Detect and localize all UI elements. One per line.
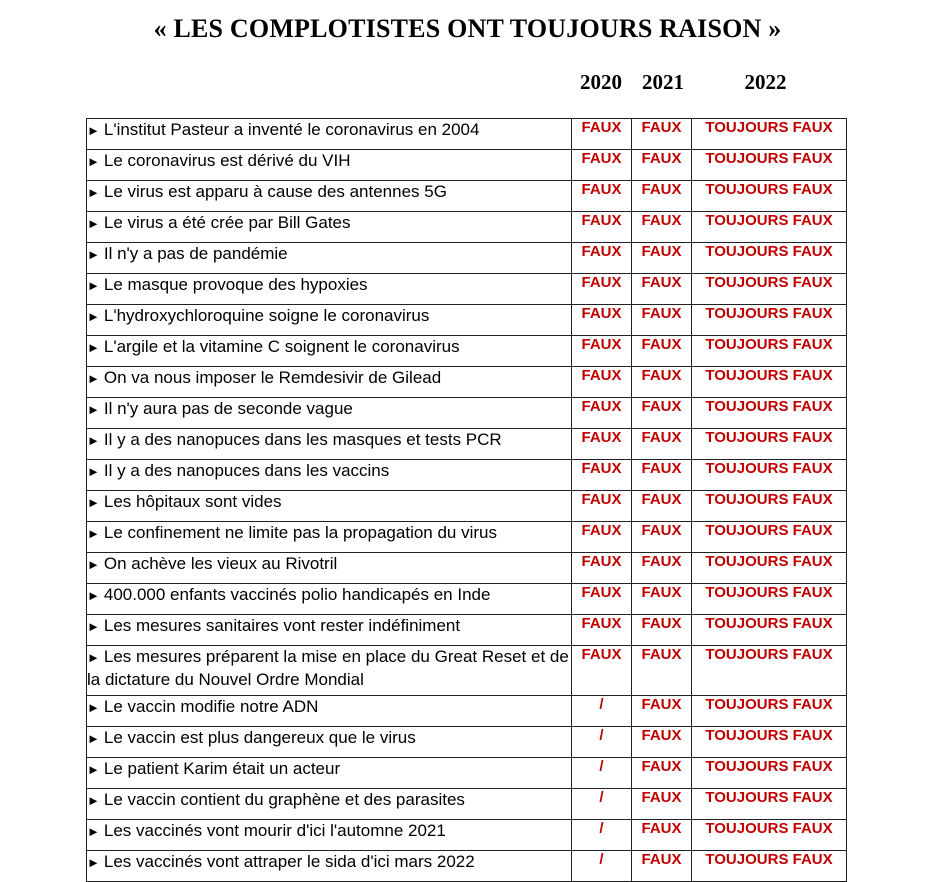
table-row (87, 615, 847, 646)
verdict-2021: FAUX (632, 181, 692, 212)
bullet-arrow-icon: ► (87, 247, 100, 262)
verdict-2021: FAUX (632, 553, 692, 584)
bullet-arrow-icon: ► (87, 185, 100, 200)
claim-text: L'hydroxychloroquine soigne le coronavirus (103, 306, 430, 325)
verdict-2022: TOUJOURS FAUX (692, 119, 847, 150)
claim-cell (87, 398, 572, 429)
verdict-2022: TOUJOURS FAUX (692, 851, 847, 882)
claims-table (86, 118, 847, 882)
claim-text: Le vaccin modifie notre ADN (103, 697, 319, 716)
claim-text: Le coronavirus est dérivé du VIH (103, 151, 351, 170)
verdict-2022: TOUJOURS FAUX (692, 367, 847, 398)
verdict-2022: TOUJOURS FAUX (692, 789, 847, 820)
bullet-arrow-icon: ► (87, 731, 100, 746)
verdict-2022: TOUJOURS FAUX (692, 615, 847, 646)
verdict-2022: TOUJOURS FAUX (692, 584, 847, 615)
verdict-2022: TOUJOURS FAUX (692, 398, 847, 429)
verdict-2021: FAUX (632, 367, 692, 398)
verdict-2020: FAUX (572, 181, 632, 212)
verdict-2020: / (572, 758, 632, 789)
bullet-arrow-icon: ► (87, 433, 100, 448)
claim-cell (87, 150, 572, 181)
bullet-arrow-icon: ► (87, 762, 100, 777)
claim-cell (87, 820, 572, 851)
claim-text: Les mesures sanitaires vont rester indéfiniment (103, 616, 461, 635)
claim-text: L'institut Pasteur a inventé le coronavirus en 2004 (103, 120, 480, 139)
claim-text: On va nous imposer le Remdesivir de Gilead (103, 368, 442, 387)
claim-cell (87, 460, 572, 491)
verdict-2020: FAUX (572, 553, 632, 584)
bullet-arrow-icon: ► (87, 650, 100, 665)
table-row (87, 336, 847, 367)
verdict-2022: TOUJOURS FAUX (692, 336, 847, 367)
verdict-2020: FAUX (572, 336, 632, 367)
verdict-2021: FAUX (632, 758, 692, 789)
table-row (87, 150, 847, 181)
claim-cell (87, 696, 572, 727)
claim-text: Le masque provoque des hypoxies (103, 275, 368, 294)
claim-cell (87, 429, 572, 460)
bullet-arrow-icon: ► (87, 700, 100, 715)
bullet-arrow-icon: ► (87, 793, 100, 808)
verdict-2021: FAUX (632, 398, 692, 429)
verdict-2022: TOUJOURS FAUX (692, 646, 847, 696)
claim-cell (87, 274, 572, 305)
verdict-2021: FAUX (632, 243, 692, 274)
claim-text: Les vaccinés vont attraper le sida d'ici mars 2022 (103, 852, 475, 871)
claim-text: On achève les vieux au Rivotril (103, 554, 338, 573)
claim-text: Il y a des nanopuces dans les masques et tests PCR (103, 430, 502, 449)
table-row (87, 243, 847, 274)
claim-cell (87, 181, 572, 212)
verdict-2022: TOUJOURS FAUX (692, 727, 847, 758)
verdict-2020: FAUX (572, 491, 632, 522)
verdict-2021: FAUX (632, 429, 692, 460)
table-row (87, 696, 847, 727)
verdict-2021: FAUX (632, 336, 692, 367)
table-row (87, 119, 847, 150)
claim-cell (87, 367, 572, 398)
bullet-arrow-icon: ► (87, 371, 100, 386)
bullet-arrow-icon: ► (87, 855, 100, 870)
claim-text: Il y a des nanopuces dans les vaccins (103, 461, 390, 480)
claim-text: Les hôpitaux sont vides (103, 492, 282, 511)
verdict-2020: FAUX (572, 305, 632, 336)
verdict-2020: FAUX (572, 429, 632, 460)
verdict-2020: FAUX (572, 243, 632, 274)
claim-cell (87, 243, 572, 274)
bullet-arrow-icon: ► (87, 557, 100, 572)
bullet-arrow-icon: ► (87, 216, 100, 231)
claim-cell (87, 305, 572, 336)
claim-cell (87, 789, 572, 820)
verdict-2022: TOUJOURS FAUX (692, 212, 847, 243)
table-row (87, 789, 847, 820)
table-row (87, 212, 847, 243)
verdict-2021: FAUX (632, 727, 692, 758)
claim-cell (87, 119, 572, 150)
claim-cell (87, 758, 572, 789)
claim-text: Il n'y aura pas de seconde vague (103, 399, 353, 418)
claim-cell (87, 646, 572, 696)
claim-cell (87, 553, 572, 584)
bullet-arrow-icon: ► (87, 402, 100, 417)
claim-text: Le vaccin est plus dangereux que le virus (103, 728, 416, 747)
table-row (87, 820, 847, 851)
year-headers (0, 70, 935, 100)
year-header-2021: 2021 (642, 70, 684, 94)
table-row (87, 429, 847, 460)
verdict-2022: TOUJOURS FAUX (692, 553, 847, 584)
verdict-2021: FAUX (632, 305, 692, 336)
table-row (87, 584, 847, 615)
verdict-2020: FAUX (572, 398, 632, 429)
table-row (87, 305, 847, 336)
verdict-2020: FAUX (572, 119, 632, 150)
table-row (87, 727, 847, 758)
bullet-arrow-icon: ► (87, 619, 100, 634)
claim-text: Les vaccinés vont mourir d'ici l'automne 2021 (103, 821, 446, 840)
verdict-2020: / (572, 851, 632, 882)
claim-text: Les mesures préparent la mise en place du Great Reset et de la dictature du Nouvel Ordre Mondial (87, 647, 569, 689)
verdict-2021: FAUX (632, 584, 692, 615)
bullet-arrow-icon: ► (87, 588, 100, 603)
verdict-2021: FAUX (632, 522, 692, 553)
bullet-arrow-icon: ► (87, 340, 100, 355)
verdict-2020: FAUX (572, 212, 632, 243)
verdict-2020: FAUX (572, 646, 632, 696)
verdict-2022: TOUJOURS FAUX (692, 696, 847, 727)
claim-text: 400.000 enfants vaccinés polio handicapés en Inde (103, 585, 491, 604)
verdict-2021: FAUX (632, 491, 692, 522)
verdict-2021: FAUX (632, 460, 692, 491)
verdict-2020: FAUX (572, 615, 632, 646)
claim-cell (87, 491, 572, 522)
verdict-2021: FAUX (632, 119, 692, 150)
table-row (87, 181, 847, 212)
claim-text: Le confinement ne limite pas la propagation du virus (103, 523, 497, 542)
bullet-arrow-icon: ► (87, 309, 100, 324)
verdict-2022: TOUJOURS FAUX (692, 181, 847, 212)
table-row (87, 522, 847, 553)
claim-cell (87, 336, 572, 367)
claim-text: L'argile et la vitamine C soignent le coronavirus (103, 337, 460, 356)
bullet-arrow-icon: ► (87, 278, 100, 293)
verdict-2021: FAUX (632, 851, 692, 882)
claim-cell (87, 584, 572, 615)
table-row (87, 460, 847, 491)
verdict-2022: TOUJOURS FAUX (692, 243, 847, 274)
year-header-2020: 2020 (580, 70, 622, 94)
verdict-2020: FAUX (572, 584, 632, 615)
bullet-arrow-icon: ► (87, 526, 100, 541)
verdict-2020: FAUX (572, 274, 632, 305)
verdict-2021: FAUX (632, 789, 692, 820)
claim-cell (87, 615, 572, 646)
verdict-2022: TOUJOURS FAUX (692, 274, 847, 305)
claim-text: Il n'y a pas de pandémie (103, 244, 288, 263)
verdict-2020: FAUX (572, 367, 632, 398)
bullet-arrow-icon: ► (87, 154, 100, 169)
year-header-2022: 2022 (744, 70, 787, 94)
claim-cell (87, 727, 572, 758)
claim-cell (87, 212, 572, 243)
verdict-2021: FAUX (632, 820, 692, 851)
verdict-2021: FAUX (632, 615, 692, 646)
bullet-arrow-icon: ► (87, 824, 100, 839)
verdict-2020: / (572, 696, 632, 727)
bullet-arrow-icon: ► (87, 123, 100, 138)
verdict-2020: / (572, 820, 632, 851)
claim-cell (87, 522, 572, 553)
table-row (87, 274, 847, 305)
verdict-2020: / (572, 789, 632, 820)
verdict-2022: TOUJOURS FAUX (692, 820, 847, 851)
table-row (87, 491, 847, 522)
table-row (87, 367, 847, 398)
verdict-2021: FAUX (632, 696, 692, 727)
claim-text: Le virus a été crée par Bill Gates (103, 213, 351, 232)
claim-text: Le virus est apparu à cause des antennes 5G (103, 182, 447, 201)
table-row (87, 553, 847, 584)
verdict-2022: TOUJOURS FAUX (692, 491, 847, 522)
verdict-2021: FAUX (632, 212, 692, 243)
table-row (87, 646, 847, 696)
table-row (87, 851, 847, 882)
claim-text: Le patient Karim était un acteur (103, 759, 341, 778)
verdict-2022: TOUJOURS FAUX (692, 305, 847, 336)
verdict-2022: TOUJOURS FAUX (692, 150, 847, 181)
verdict-2020: FAUX (572, 460, 632, 491)
page-title: « LES COMPLOTISTES ONT TOUJOURS RAISON » (153, 14, 782, 43)
verdict-2020: / (572, 727, 632, 758)
verdict-2020: FAUX (572, 150, 632, 181)
claim-cell (87, 851, 572, 882)
verdict-2022: TOUJOURS FAUX (692, 758, 847, 789)
verdict-2021: FAUX (632, 274, 692, 305)
verdict-2021: FAUX (632, 150, 692, 181)
verdict-2020: FAUX (572, 522, 632, 553)
bullet-arrow-icon: ► (87, 495, 100, 510)
verdict-2021: FAUX (632, 646, 692, 696)
bullet-arrow-icon: ► (87, 464, 100, 479)
claim-text: Le vaccin contient du graphène et des parasites (103, 790, 465, 809)
verdict-2022: TOUJOURS FAUX (692, 522, 847, 553)
table-row (87, 758, 847, 789)
verdict-2022: TOUJOURS FAUX (692, 429, 847, 460)
verdict-2022: TOUJOURS FAUX (692, 460, 847, 491)
table-row (87, 398, 847, 429)
